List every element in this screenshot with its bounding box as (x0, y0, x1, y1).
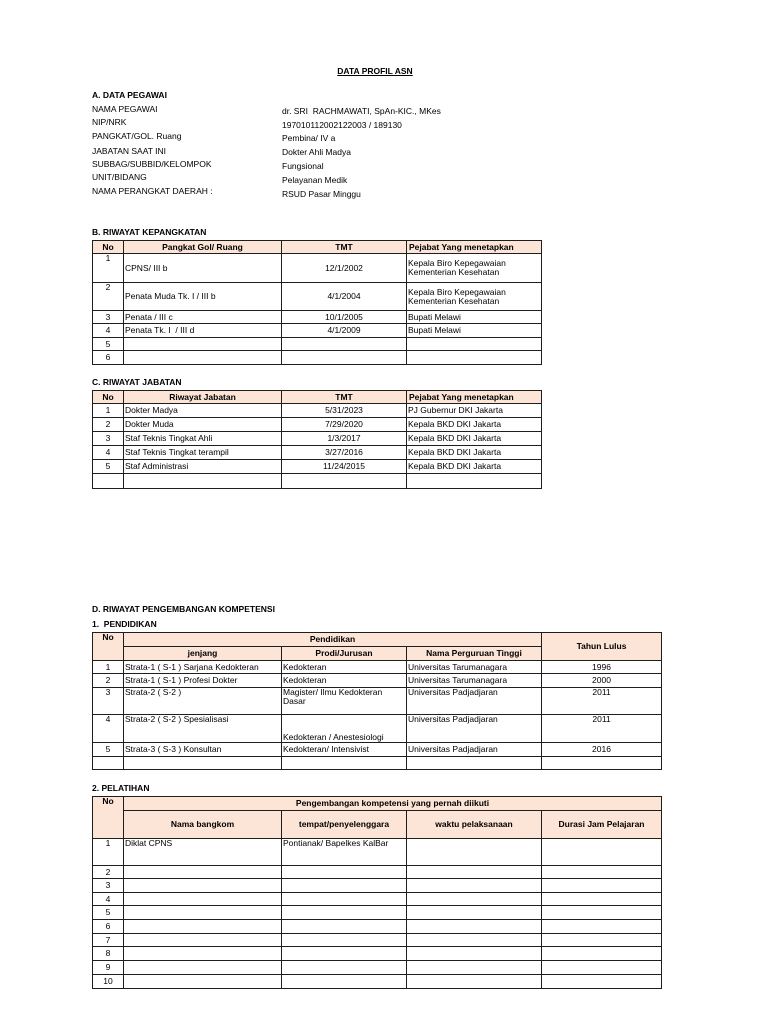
table-row (93, 338, 542, 351)
row-no: 6 (93, 351, 124, 365)
tahun-lulus-cell: 2016 (542, 743, 662, 757)
tempat-cell (282, 879, 407, 893)
pendidikan-table (92, 632, 662, 770)
row-no: 5 (93, 743, 124, 757)
pejabat-cell: Kepala BKD DKI Jakarta (407, 446, 542, 460)
durasi-cell (542, 934, 662, 947)
header-durasi: Durasi Jam Pelajaran (542, 811, 662, 839)
header-no: No (93, 633, 124, 661)
header-nama-bangkom: Nama bangkom (124, 811, 282, 839)
field-value-nama-pegawai: dr. SRI RACHMAWATI, SpAn-KIC., MKes (282, 106, 441, 116)
nama-bangkom-cell: Diklat CPNS (124, 839, 282, 866)
pejabat-line: Kementerian Kesehatan (408, 267, 500, 277)
tmt-cell: 11/24/2015 (282, 460, 407, 474)
durasi-cell (542, 906, 662, 920)
jenjang-cell: Strata-2 ( S-2 ) (124, 688, 282, 715)
jabatan-cell: Staf Administrasi (124, 460, 282, 474)
pejabat-cell (407, 338, 542, 351)
pendidikan-heading: 1. PENDIDIKAN (92, 619, 157, 629)
tempat-cell (282, 866, 407, 879)
durasi-cell (542, 975, 662, 989)
table-row (93, 893, 662, 906)
table-row (93, 661, 662, 674)
row-no: 5 (93, 906, 124, 920)
row-no: 8 (93, 947, 124, 961)
prodi-cell: Kedokteran (282, 661, 407, 674)
jenjang-cell: Strata-3 ( S-3 ) Konsultan (124, 743, 282, 757)
nama-bangkom-cell (124, 893, 282, 906)
pejabat-cell: Kepala BKD DKI Jakarta (407, 418, 542, 432)
table-row (93, 839, 662, 866)
nama-bangkom-cell (124, 906, 282, 920)
header-jenjang: jenjang (124, 647, 282, 661)
pejabat-cell: Kepala BKD DKI Jakarta (407, 460, 542, 474)
pejabat-line: Kepala Biro Kepegawaian (408, 258, 506, 268)
tempat-cell (282, 893, 407, 906)
header-prodi: Prodi/Jurusan (282, 647, 407, 661)
nama-bangkom-cell (124, 961, 282, 975)
tahun-lulus-cell: 2000 (542, 674, 662, 688)
pejabat-cell (407, 351, 542, 365)
row-no: 3 (93, 311, 124, 324)
table-row (93, 460, 542, 474)
header-pendidikan-group: Pendidikan (124, 633, 542, 647)
jabatan-cell: Dokter Madya (124, 404, 282, 418)
jabatan-cell (124, 474, 282, 489)
durasi-cell (542, 893, 662, 906)
table-row (93, 757, 662, 770)
field-label-jabatan: JABATAN SAAT INI (92, 146, 166, 156)
tahun-lulus-cell: 2011 (542, 715, 662, 743)
jenjang-cell: Strata-1 ( S-1 ) Profesi Dokter (124, 674, 282, 688)
tempat-cell (282, 961, 407, 975)
prodi-line: Magister/ Ilmu Kedokteran (283, 687, 383, 697)
jabatan-table (92, 390, 542, 489)
pejabat-cell: Bupati Melawi (407, 311, 542, 324)
table-row (93, 879, 662, 893)
nama-bangkom-cell (124, 947, 282, 961)
table-row (93, 961, 662, 975)
field-label-perangkat-daerah: NAMA PERANGKAT DAERAH : (92, 186, 213, 196)
header-tahun-lulus: Tahun Lulus (542, 633, 662, 661)
tmt-cell (282, 351, 407, 365)
row-no: 3 (93, 688, 124, 715)
row-no: 9 (93, 961, 124, 975)
tahun-lulus-cell: 2011 (542, 688, 662, 715)
pangkat-cell: Penata Muda Tk. I / III b (124, 283, 282, 311)
waktu-cell (407, 947, 542, 961)
nama-bangkom-cell (124, 866, 282, 879)
table-row (93, 715, 662, 743)
perguruan-tinggi-cell: Universitas Padjadjaran (407, 743, 542, 757)
header-perguruan-tinggi: Nama Perguruan Tinggi (407, 647, 542, 661)
row-no: 10 (93, 975, 124, 989)
pejabat-cell (407, 254, 542, 283)
durasi-cell (542, 961, 662, 975)
pelatihan-heading: 2. PELATIHAN (92, 783, 150, 793)
table-row (93, 906, 662, 920)
table-row (93, 866, 662, 879)
table-row (93, 432, 542, 446)
table-row (93, 351, 542, 365)
tahun-lulus-cell (542, 757, 662, 770)
table-row (93, 947, 662, 961)
table-header-row (93, 811, 662, 839)
jenjang-cell: Strata-1 ( S-1 ) Sarjana Kedokteran (124, 661, 282, 674)
pangkat-cell: Penata / III c (124, 311, 282, 324)
section-a-heading: A. DATA PEGAWAI (92, 90, 167, 100)
table-header-row (93, 391, 542, 404)
table-row (93, 404, 542, 418)
tempat-cell: Pontianak/ Bapelkes KalBar (282, 839, 407, 866)
row-no: 4 (93, 446, 124, 460)
header-tempat: tempat/penyelenggara (282, 811, 407, 839)
row-no: 6 (93, 920, 124, 934)
tahun-lulus-cell: 1996 (542, 661, 662, 674)
waktu-cell (407, 879, 542, 893)
waktu-cell (407, 866, 542, 879)
row-no: 1 (93, 839, 124, 866)
perguruan-tinggi-cell: Universitas Padjadjaran (407, 715, 542, 743)
tmt-cell: 10/1/2005 (282, 311, 407, 324)
table-row (93, 446, 542, 460)
section-b-heading: B. RIWAYAT KEPANGKATAN (92, 227, 207, 237)
page-title: DATA PROFIL ASN (337, 66, 413, 76)
row-no: 7 (93, 934, 124, 947)
perguruan-tinggi-cell (407, 757, 542, 770)
table-row (93, 934, 662, 947)
table-row (93, 283, 542, 311)
field-label-nama-pegawai: NAMA PEGAWAI (92, 104, 158, 114)
waktu-cell (407, 839, 542, 866)
prodi-cell: Kedokteran (282, 674, 407, 688)
pangkat-cell (124, 338, 282, 351)
prodi-cell (282, 757, 407, 770)
header-pejabat: Pejabat Yang menetapkan (407, 391, 542, 404)
table-header-row (93, 241, 542, 254)
field-value-perangkat-daerah: RSUD Pasar Minggu (282, 189, 361, 199)
header-no: No (93, 797, 124, 839)
table-row (93, 311, 542, 324)
pangkat-cell (124, 351, 282, 365)
table-header-row (93, 633, 662, 647)
tmt-cell: 1/3/2017 (282, 432, 407, 446)
durasi-cell (542, 839, 662, 866)
tmt-cell: 12/1/2002 (282, 254, 407, 283)
tmt-cell: 3/27/2016 (282, 446, 407, 460)
table-header-row (93, 797, 662, 811)
pelatihan-table (92, 796, 662, 989)
tmt-cell (282, 474, 407, 489)
row-no: 3 (93, 879, 124, 893)
row-no: 1 (93, 254, 124, 283)
field-label-pangkat: PANGKAT/GOL. Ruang (92, 131, 182, 141)
row-no: 1 (93, 661, 124, 674)
field-label-subbag: SUBBAG/SUBBID/KELOMPOK (92, 159, 212, 169)
row-no: 4 (93, 893, 124, 906)
pejabat-cell: Bupati Melawi (407, 324, 542, 338)
header-tmt: TMT (282, 391, 407, 404)
jabatan-cell: Staf Teknis Tingkat terampil (124, 446, 282, 460)
prodi-cell (282, 688, 407, 715)
header-pangkat: Pangkat Gol/ Ruang (124, 241, 282, 254)
table-row (93, 688, 662, 715)
perguruan-tinggi-cell: Universitas Tarumanagara (407, 661, 542, 674)
prodi-line: Dasar (283, 696, 306, 706)
field-value-pangkat: Pembina/ IV a (282, 133, 336, 143)
tempat-cell (282, 934, 407, 947)
tmt-cell: 4/1/2004 (282, 283, 407, 311)
durasi-cell (542, 866, 662, 879)
pejabat-line: Kepala Biro Kepegawaian (408, 286, 506, 297)
nama-bangkom-cell (124, 920, 282, 934)
tmt-cell: 4/1/2009 (282, 324, 407, 338)
header-waktu: waktu pelaksanaan (407, 811, 542, 839)
field-label-unit: UNIT/BIDANG (92, 172, 147, 182)
field-value-subbag: Fungsional (282, 161, 324, 171)
row-no: 2 (93, 283, 124, 311)
pejabat-cell: PJ Gubernur DKI Jakarta (407, 404, 542, 418)
jenjang-cell (124, 757, 282, 770)
row-no: 3 (93, 432, 124, 446)
waktu-cell (407, 975, 542, 989)
perguruan-tinggi-cell: Universitas Padjadjaran (407, 688, 542, 715)
tempat-cell (282, 975, 407, 989)
prodi-cell: Kedokteran/ Intensivist (282, 743, 407, 757)
pejabat-cell (407, 474, 542, 489)
table-row (93, 743, 662, 757)
header-pejabat: Pejabat Yang menetapkan (407, 241, 542, 254)
jabatan-cell: Dokter Muda (124, 418, 282, 432)
row-no: 4 (93, 715, 124, 743)
header-jabatan: Riwayat Jabatan (124, 391, 282, 404)
nama-bangkom-cell (124, 975, 282, 989)
waktu-cell (407, 906, 542, 920)
table-row (93, 254, 542, 283)
waktu-cell (407, 893, 542, 906)
header-no: No (93, 241, 124, 254)
prodi-cell: Kedokteran / Anestesiologi (282, 715, 407, 743)
tmt-cell: 7/29/2020 (282, 418, 407, 432)
waktu-cell (407, 934, 542, 947)
table-row (93, 474, 542, 489)
row-no: 2 (93, 674, 124, 688)
durasi-cell (542, 879, 662, 893)
waktu-cell (407, 920, 542, 934)
field-value-jabatan: Dokter Ahli Madya (282, 147, 351, 157)
row-no: 2 (93, 866, 124, 879)
field-label-nip: NIP/NRK (92, 117, 127, 127)
jabatan-cell: Staf Teknis Tingkat Ahli (124, 432, 282, 446)
perguruan-tinggi-cell: Universitas Tarumanagara (407, 674, 542, 688)
pejabat-cell (407, 283, 542, 311)
header-no: No (93, 391, 124, 404)
tempat-cell (282, 906, 407, 920)
tempat-cell (282, 947, 407, 961)
pejabat-line: Kementerian Kesehatan (408, 295, 500, 306)
row-no: 5 (93, 338, 124, 351)
tmt-cell: 5/31/2023 (282, 404, 407, 418)
jenjang-cell: Strata-2 ( S-2 ) Spesialisasi (124, 715, 282, 743)
row-no: 2 (93, 418, 124, 432)
tempat-cell (282, 920, 407, 934)
pangkat-cell: CPNS/ III b (124, 254, 282, 283)
row-no (93, 757, 124, 770)
field-value-unit: Pelayanan Medik (282, 175, 348, 185)
table-row (93, 324, 542, 338)
pangkat-cell: Penata Tk. I / III d (124, 324, 282, 338)
table-row (93, 920, 662, 934)
field-value-nip: 197010112002122003 / 189130 (282, 120, 402, 130)
header-tmt: TMT (282, 241, 407, 254)
waktu-cell (407, 961, 542, 975)
table-row (93, 418, 542, 432)
row-no: 1 (93, 404, 124, 418)
row-no (93, 474, 124, 489)
durasi-cell (542, 920, 662, 934)
row-no: 4 (93, 324, 124, 338)
header-pelatihan-group: Pengembangan kompetensi yang pernah diikuti (124, 797, 662, 811)
table-row (93, 674, 662, 688)
nama-bangkom-cell (124, 879, 282, 893)
section-d-heading: D. RIWAYAT PENGEMBANGAN KOMPETENSI (92, 604, 275, 614)
pejabat-cell: Kepala BKD DKI Jakarta (407, 432, 542, 446)
tmt-cell (282, 338, 407, 351)
section-c-heading: C. RIWAYAT JABATAN (92, 377, 182, 387)
nama-bangkom-cell (124, 934, 282, 947)
kepangkatan-table (92, 240, 542, 365)
table-row (93, 975, 662, 989)
row-no: 5 (93, 460, 124, 474)
durasi-cell (542, 947, 662, 961)
